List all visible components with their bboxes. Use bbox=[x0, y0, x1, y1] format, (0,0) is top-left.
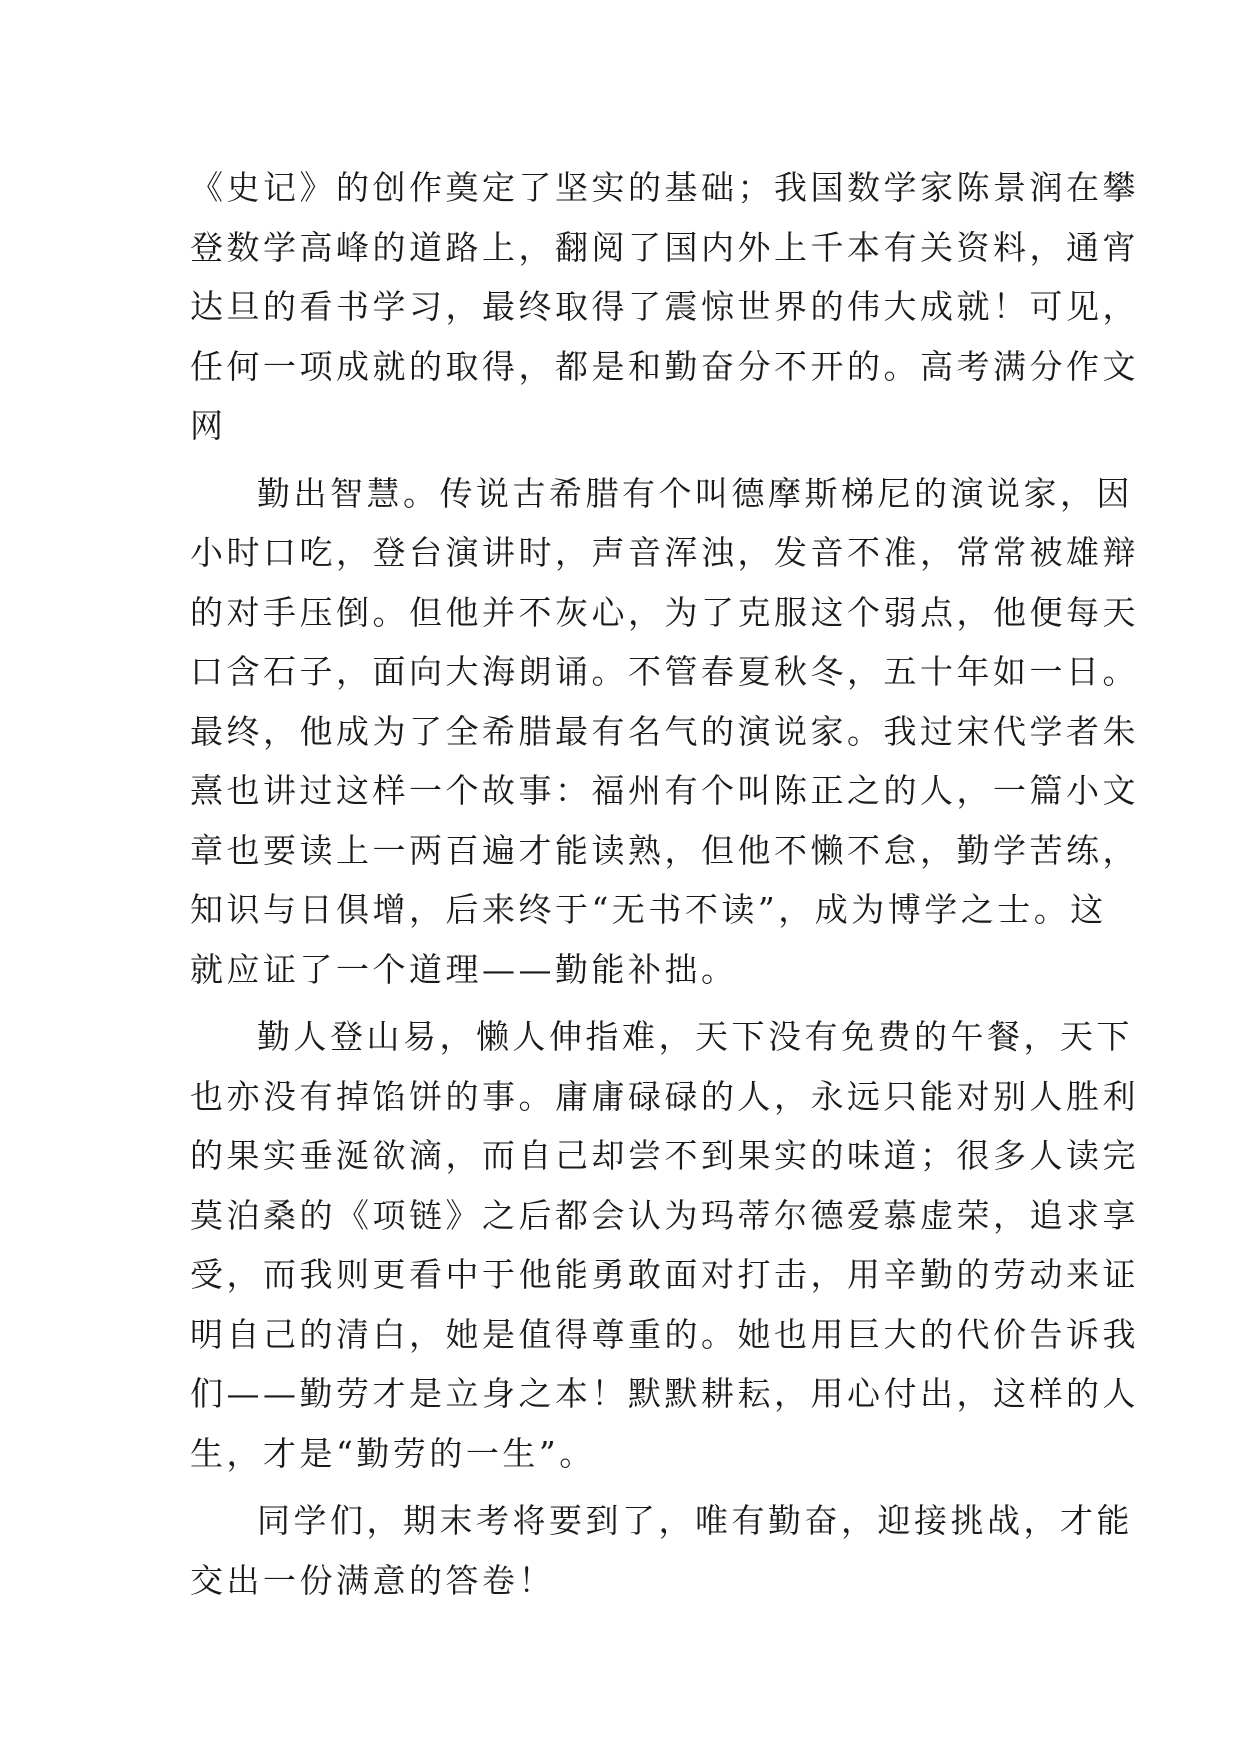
text-line: 同学们，期末考将要到了，唯有勤奋，迎接挑战，才能 bbox=[257, 1501, 1133, 1540]
text-line: 《史记》的创作奠定了坚实的基础；我国数学家陈景润在攀 bbox=[190, 168, 1139, 207]
text-line: 就应证了一个道理——勤能补拙。 bbox=[190, 949, 738, 989]
text-line: 莫泊桑的《项链》之后都会认为玛蒂尔德爱慕虚荣，追求享 bbox=[190, 1195, 1139, 1235]
text-line: 章也要读上一两百遍才能读熟，但他不懒不怠，勤学苦练， bbox=[190, 830, 1139, 870]
text-line: 口含石子，面向大海朗诵。不管春夏秋冬，五十年如一日。 bbox=[190, 652, 1139, 691]
text-line: 的对手压倒。但他并不灰心，为了克服这个弱点，他便每天 bbox=[190, 592, 1139, 632]
text-line: 任何一项成就的取得，都是和勤奋分不开的。高考满分作文 bbox=[190, 346, 1139, 386]
text-line: 受，而我则更看中于他能勇敢面对打击，用辛勤的劳动来证 bbox=[190, 1255, 1139, 1294]
text-line: 的果实垂涎欲滴，而自己却尝不到果实的味道；很多人读完 bbox=[190, 1136, 1139, 1175]
essay-body bbox=[190, 158, 1139, 1618]
text-line: 小时口吃，登台演讲时，声音浑浊，发音不准，常常被雄辩 bbox=[190, 533, 1139, 572]
text-line: 熹也讲过这样一个故事：福州有个叫陈正之的人，一篇小文 bbox=[190, 771, 1139, 810]
text-line: 登数学高峰的道路上，翻阅了国内外上千本有关资料，通宵 bbox=[190, 227, 1139, 267]
text-line: 达旦的看书学习，最终取得了震惊世界的伟大成就！可见， bbox=[190, 287, 1139, 326]
text-line: 们——勤劳才是立身之本！默默耕耘，用心付出，这样的人 bbox=[190, 1374, 1139, 1413]
text-line: 知识与日俱增，后来终于“无书不读”，成为博学之士。这 bbox=[190, 890, 1107, 929]
text-line: 生，才是“勤劳的一生”。 bbox=[190, 1433, 596, 1473]
paragraph-1 bbox=[190, 158, 1139, 456]
paragraph-4 bbox=[190, 1491, 1133, 1610]
text-line: 也亦没有掉馅饼的事。庸庸碌碌的人，永远只能对别人胜利 bbox=[190, 1076, 1139, 1116]
text-line: 勤出智慧。传说古希腊有个叫德摩斯梯尼的演说家，因 bbox=[257, 473, 1133, 513]
paragraph-2 bbox=[190, 464, 1139, 1000]
text-line: 交出一份满意的答卷！ bbox=[190, 1560, 555, 1600]
text-line: 勤人登山易，懒人伸指难，天下没有免费的午餐，天下 bbox=[257, 1017, 1133, 1056]
text-line: 明自己的清白，她是值得尊重的。她也用巨大的代价告诉我 bbox=[190, 1314, 1139, 1354]
text-line: 网 bbox=[190, 406, 227, 445]
paragraph-3 bbox=[190, 1007, 1139, 1483]
text-line: 最终，他成为了全希腊最有名气的演说家。我过宋代学者朱 bbox=[190, 711, 1139, 751]
